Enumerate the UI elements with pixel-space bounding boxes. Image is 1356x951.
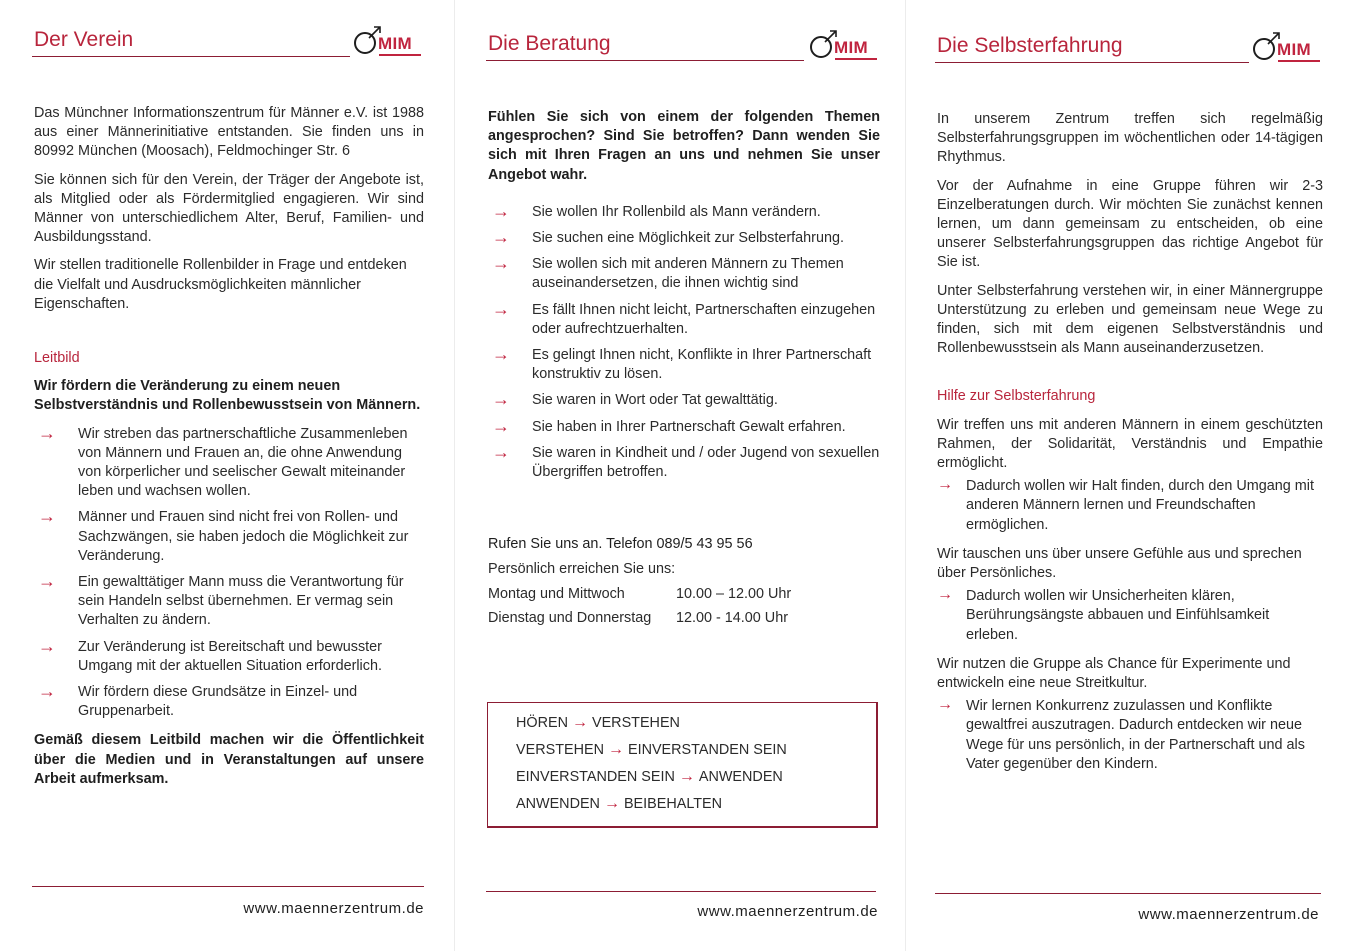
contact-block [488,535,880,632]
list-item [937,587,1323,645]
hours-days: Montag und Mittwoch [488,586,625,603]
logo-underline [835,58,877,60]
topics-list [488,200,880,482]
footer-rule [32,886,424,887]
arrow-icon: → [492,389,510,410]
panel-body [34,104,424,798]
list-item [488,415,880,437]
step-from: EINVERSTANDEN SEIN [516,769,675,785]
step-from: HÖREN [516,715,568,731]
logo-underline [1278,60,1320,62]
arrow-icon: → [38,422,56,443]
arrow-icon: → [678,768,695,785]
arrow-icon: → [492,441,510,462]
list-item-text: Dadurch wollen wir Halt finden, durch den Umgang mit anderen Männern lernen und Freundschaften ermöglichen. [966,478,1314,533]
title-rule [486,60,804,61]
section-heading: Hilfe zur Selbsterfahrung [937,388,1096,405]
hours-days: Dienstag und Donnerstag [488,609,652,626]
footer-rule [935,893,1321,894]
panel-title: Die Selbsterfahrung [937,34,1123,57]
list-item [488,229,880,248]
reach-text: Persönlich erreichen Sie uns: [488,561,676,578]
fold-line [454,0,455,951]
panel-der-verein [32,0,424,951]
website-url: www.maennerzentrum.de [697,903,878,920]
panel-die-selbsterfahrung [935,0,1323,951]
arrow-icon: → [492,298,510,319]
fold-line [905,0,906,951]
panel-title: Die Beratung [488,32,611,55]
arrow-icon: → [607,741,624,758]
step-line [516,714,876,741]
list-item-text: Es fällt Ihnen nicht leicht, Partnerschaften einzugehen oder aufrechtzuerhalten. [532,301,876,337]
principles-list [34,422,424,722]
panel-header [935,6,1323,66]
list-item [488,255,880,293]
step-to: EINVERSTANDEN SEIN [627,742,787,758]
arrow-icon: → [38,571,56,592]
list-item [34,573,424,631]
list-item-text: Es gelingt Ihnen nicht, Konflikte in Ihrer Partnerschaft konstruktiv zu lösen. [532,347,872,383]
arrow-icon: → [937,696,953,714]
list-item [488,441,880,482]
step-from: VERSTEHEN [516,742,604,758]
paragraph: Wir treffen uns mit anderen Männern in einem geschützten Rahmen, der Solidarität, Verständnis und Empathie ermöglicht. [937,416,1323,472]
panel-title: Der Verein [34,28,134,51]
list-item [488,200,880,222]
step-to: ANWENDEN [698,769,783,785]
paragraph: Das Münchner Informationszentrum für Männer e.V. ist 1988 aus einer Männerinitiative entstanden. Sie finden uns in 80992 München (Moosach), Feldmochinger Str. 6 [34,105,424,160]
paragraph: Unter Selbsterfahrung verstehen wir, in einer Männergruppe Unterstützung zu erleben und gemeinsam neue Wege zu finden, sich mit dem eigenen Selbstverständnis und Rollenbewusstsein als Mann auseinanderzusetzen. [937,282,1323,357]
arrow-icon: → [38,681,56,702]
lead-text: Wir fördern die Veränderung zu einem neuen Selbstverständnis und Rollenbewusstsein von Männern. [34,378,421,414]
list-item-text: Sie waren in Kindheit und / oder Jugend von sexuellen Übergriffen betroffen. [532,444,880,481]
arrow-icon: → [937,476,953,494]
panel-header [32,0,424,60]
paragraph: Sie können sich für den Verein, der Träger der Angebote ist, als Mitglied oder als Fördermitglied engagieren. Wir sind Männer von unterschiedlichem Alter, Beruf, Familien- und Ausbildungsstand. [34,171,424,246]
arrow-icon: → [571,714,588,731]
title-rule [32,56,350,57]
footer-rule [486,891,876,892]
mim-logo [810,28,880,64]
list-item-text: Ein gewalttätiger Mann muss die Verantwortung für sein Handeln selbst übernehmen. Er vermag sein Verhalten zu ändern. [78,574,404,629]
website-url: www.maennerzentrum.de [243,900,424,917]
logo-text: MIM [1277,40,1311,59]
benefit-list [937,587,1323,645]
step-line [516,741,876,768]
arrow-icon: → [38,506,56,527]
steps-box [487,702,878,828]
list-item-text: Dadurch wollen wir Unsicherheiten klären, Berührungsängste abbauen und Einfühlsamkeit erleben. [966,588,1270,643]
logo-text: MIM [834,38,868,57]
arrow-icon: → [492,415,510,436]
benefit-list [937,477,1323,535]
arrow-icon: → [937,586,953,604]
arrow-icon: → [492,344,510,365]
mim-logo [354,24,424,60]
step-line [516,768,876,795]
list-item [937,697,1323,774]
opening-hours [488,585,808,627]
hours-row [488,609,808,628]
paragraph: Wir stellen traditionelle Rollenbilder in Frage und entdeken die Vielfalt und Ausdrucksmöglichkeiten männlicher Eigenschaften. [34,257,407,312]
panel-body [937,110,1323,784]
mim-logo [1253,30,1323,66]
list-item [34,635,424,676]
step-from: ANWENDEN [516,796,600,812]
arrow-icon: → [492,253,510,274]
step-to: VERSTEHEN [591,715,680,731]
paragraph: Vor der Aufnahme in eine Gruppe führen wir 2-3 Einzelberatungen durch. Wir möchten Sie zunächst kennen lernen, um dann gemeinsam zu entscheiden, ob eine unserer Selbsterfahrungsgruppen das richtige Angebot für Sie ist. [937,177,1323,271]
closing-text: Gemäß diesem Leitbild machen wir die Öffentlichkeit über die Medien und in Veranstaltungen auf unsere Arbeit aufmerksam. [34,732,424,787]
logo-text: MIM [378,34,412,53]
list-item [488,391,880,410]
website-url: www.maennerzentrum.de [1138,906,1319,923]
step-line [516,795,876,822]
section-heading: Leitbild [34,350,80,367]
panel-header [486,4,880,64]
list-item-text: Sie waren in Wort oder Tat gewalttätig. [532,392,778,409]
list-item [34,508,424,566]
list-item-text: Sie wollen sich mit anderen Männern zu Themen auseinandersetzen, die ihnen wichtig sind [532,256,844,292]
list-item-text: Wir lernen Konkurrenz zuzulassen und Konflikte gewaltfrei auszutragen. Dadurch entdecken wir neue Wege für uns persönlich, in der Partnerschaft und als Vater gegenüber den Kindern. [966,698,1305,772]
list-item [488,346,880,384]
benefit-list [937,697,1323,774]
logo-underline [379,54,421,56]
paragraph: In unserem Zentrum treffen sich regelmäßig Selbsterfahrungsgruppen im wöchentlichen oder 14-tägigen Rhythmus. [937,111,1323,166]
list-item-text: Sie wollen Ihr Rollenbild als Mann verändern. [532,203,821,220]
hours-time: 12.00 - 14.00 Uhr [676,609,788,626]
hours-time: 10.00 – 12.00 Uhr [676,586,792,603]
arrow-icon: → [492,200,510,221]
hours-row [488,585,808,604]
list-item-text: Wir streben das partnerschaftliche Zusammenleben von Männern und Frauen an, die ohne Anwendung von körperlicher und seelischer Gewalt miteinander leben und wachsen wollen. [78,425,408,500]
paragraph: Wir nutzen die Gruppe als Chance für Experimente und entwickeln eine neue Streitkultur. [937,655,1291,692]
list-item [34,422,424,502]
panel-die-beratung [486,0,880,951]
arrow-icon: → [38,635,56,656]
arrow-icon: → [603,795,620,812]
list-item-text: Wir fördern diese Grundsätze in Einzel- und Gruppenarbeit. [78,684,358,720]
title-rule [935,62,1249,63]
list-item-text: Zur Veränderung ist Bereitschaft und bewusster Umgang mit der aktuellen Situation erforderlich. [78,638,382,674]
list-item [34,683,424,721]
step-to: BEIBEHALTEN [623,796,723,812]
lead-text: Fühlen Sie sich von einem der folgenden Themen angesprochen? Sind Sie betroffen? Dann wenden Sie sich mit Ihren Fragen an uns und nehmen Sie unser Angebot wahr. [488,109,880,183]
list-item-text: Sie haben in Ihrer Partnerschaft Gewalt erfahren. [532,418,846,435]
arrow-icon: → [492,227,510,248]
list-item-text: Sie suchen eine Möglichkeit zur Selbsterfahrung. [532,230,844,247]
list-item [937,477,1323,535]
paragraph: Wir tauschen uns über unsere Gefühle aus und sprechen über Persönliches. [937,545,1302,582]
list-item-text: Männer und Frauen sind nicht frei von Rollen- und Sachzwängen, sie haben jedoch die Möglichkeit zur Veränderung. [78,509,409,564]
list-item [488,298,880,339]
panel-body [488,108,880,492]
phone-text: Rufen Sie uns an. Telefon 089/5 43 95 56 [488,536,753,552]
